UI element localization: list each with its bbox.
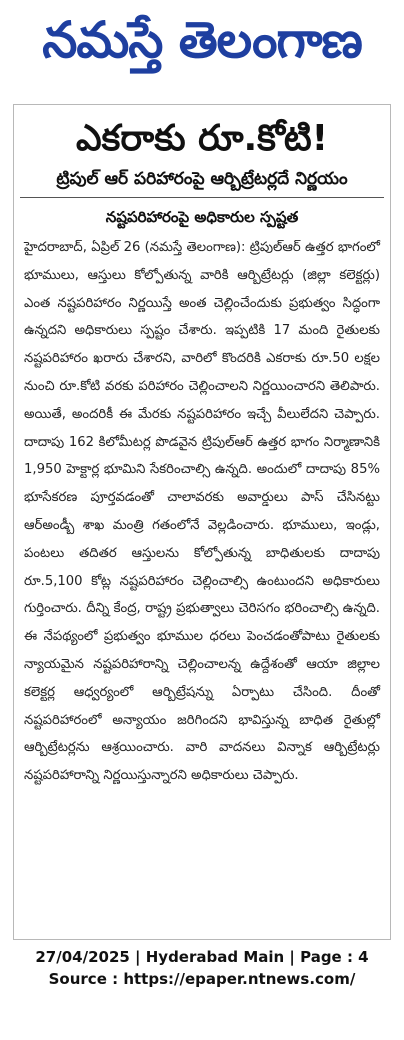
article-clipping (13, 104, 391, 940)
edition-info: 27/04/2025 | Hyderabad Main | Page : 4 (35, 948, 369, 966)
article-subheadline: ట్రిపుల్ ఆర్ పరిహారంపై ఆర్బిట్రేటర్లదే నిర్ణయం (56, 169, 348, 189)
masthead-title: నమస్తే తెలంగాణ (42, 10, 362, 69)
page-footer (0, 946, 404, 990)
article-headline: ఎకరాకు రూ.కోటి! (75, 118, 329, 159)
article-kicker: నష్టపరిహారంపై అధికారుల స్పష్టత (105, 208, 299, 226)
newspaper-masthead (0, 0, 404, 92)
source-link[interactable]: Source : https://epaper.ntnews.com/ (48, 970, 356, 988)
article-body: హైదరాబాద్, ఏప్రిల్ 26 (నమస్తే తెలంగాణ): ట్రిపుల్ఆర్ ఉత్తర భాగంలో భూములు, ఆస్తులు కోల్పోతున్న వారికి ఆర్బిట్రేటర్లు (జిల్లా కలెక్టర్లు) ఎంత నష్టపరిహారం నిర్ణయిస్తే అంత చెల్లించేందుకు ప్రభుత్వం సిద్ధంగా ఉన్నదని అధికారులు స్పష్టం చేశారు. ఇప్పటికి 17 మంది రైతులకు నష్టపరిహారం ఖరారు చేశారని, వారిలో కొందరికి ఎకరాకు రూ.50 లక్షల నుంచి రూ.కోటి వరకు పరిహారం చెల్లించాలని నిర్ణయించారని తెలిపారు. అయితే, అందరికీ ఈ మేరకు నష్టపరిహారం ఇచ్చే వీలులేదని చెప్పారు. దాదాపు 162 కిలోమీటర్ల పొడవైన ట్రిపుల్ఆర్ ఉత్తర భాగం నిర్మాణానికి 1,950 హెక్టార్ల భూమిని సేకరించాల్సి ఉన్నది. అందులో దాదాపు 85% భూసేకరణ పూర్తవడంతో చాలావరకు అవార్డులు పాస్ చేసినట్టు ఆర్అండ్బీ శాఖ మంత్రి గతంలోనే వెల్లడించారు. భూములు, ఇండ్లు, పంటలు తదితర ఆస్తులను కోల్పోతున్న బాధితులకు దాదాపు రూ.5,100 కోట్ల నష్టపరిహారం చెల్లించాల్సి ఉంటుందని అధికారులు గుర్తించారు. దీన్ని కేంద్ర, రాష్ట్ర ప్రభుత్వాలు చెరిసగం భరించాల్సి ఉన్నది. ఈ నేపథ్యంలో ప్రభుత్వం భూముల ధరలు పెంచడంతోపాటు రైతులకు న్యాయమైన నష్టపరిహారాన్ని చెల్లించాలన్న ఉద్దేశంతో ఆయా జిల్లాల కలెక్టర్ల ఆధ్వర్యంలో ఆర్బిట్రేషన్ను ఏర్పాటు చేసింది. దీంతో నష్టపరిహారంలో అన్యాయం జరిగిందని భావిస్తున్న బాధిత రైతుల్లో ఆర్బిట్రేటర్లను ఆశ్రయించారు. వారి వాదనలు విన్నాక ఆర్బిట్రేటర్లు నష్టపరిహారాన్ని నిర్ణయిస్తున్నారని అధికారులు చెప్పారు. (24, 240, 380, 784)
divider (20, 197, 384, 198)
